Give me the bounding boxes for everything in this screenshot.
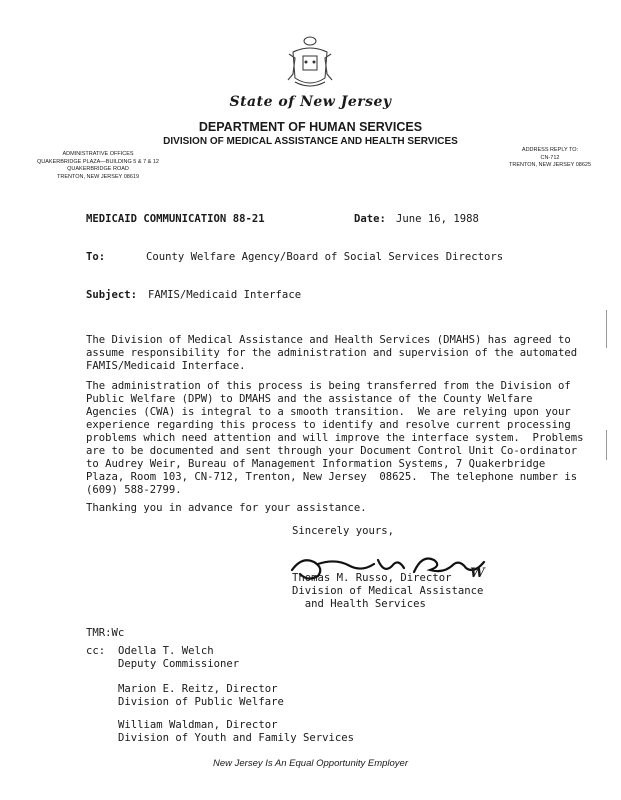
to-label: To:	[86, 251, 106, 263]
cc-recipient-1: Odella T. Welch Deputy Commissioner	[118, 645, 240, 670]
body-paragraph-1: The Division of Medical Assistance and Health Services (DMAHS) has agreed to assume responsibility for the administration and supervision of the automated FAMIS/Medicaid Interface.	[86, 334, 578, 372]
office-address	[28, 151, 168, 181]
communication-number: MEDICAID COMMUNICATION 88-21	[86, 213, 265, 225]
department-title: DEPARTMENT OF HUMAN SERVICES	[198, 120, 423, 134]
typist-initials: TMR:Wc	[86, 627, 125, 639]
office-line: QUAKERBRIDGE ROAD	[67, 166, 129, 172]
reply-line: TRENTON, NEW JERSEY 08625	[508, 162, 592, 168]
salutation: Sincerely yours,	[292, 525, 395, 537]
body-paragraph-3: Thanking you in advance for your assistance.	[86, 502, 367, 514]
state-seal-logo	[285, 34, 335, 92]
footer-eoe: New Jersey Is An Equal Opportunity Employer	[212, 758, 408, 769]
office-line: ADMINISTRATIVE OFFICES	[62, 151, 134, 157]
reply-address	[500, 147, 600, 170]
cc-label: cc:	[86, 645, 106, 657]
scan-artifact-line	[606, 430, 607, 460]
cc-recipient-3: William Waldman, Director Division of Youth and Family Services	[118, 719, 354, 744]
reply-line: CN-712	[540, 154, 560, 161]
cc-recipient-2: Marion E. Reitz, Director Division of Public Welfare	[118, 683, 284, 708]
scan-artifact-line	[606, 310, 607, 348]
to-value: County Welfare Agency/Board of Social Services Directors	[146, 251, 504, 263]
body-paragraph-2: The administration of this process is being transferred from the Division of Public Welfare (DPW) to DMAHS and the assistance of the County Welfare Agencies (CWA) is integral to a smooth transition. We are relying upon your experience regarding this process to identify and resolve current processing problems which need attention and will improve the interface system. Problems are to be documented and sent through your Document Control Unit Co-ordinator to Audrey Weir, Bureau of Management Information Systems, 7 Quakerbridge Plaza, Room 103, CN-712, Trenton, New Jersey 08625. The telephone number is (609) 588-2799.	[86, 380, 584, 496]
date-label: Date:	[354, 213, 386, 225]
subject-value: FAMIS/Medicaid Interface	[148, 289, 302, 301]
subject-label: Subject:	[86, 289, 138, 301]
office-line: TRENTON, NEW JERSEY 08619	[56, 173, 140, 180]
division-title: DIVISION OF MEDICAL ASSISTANCE AND HEALTH SERVICES	[163, 136, 458, 147]
signer-block: Thomas M. Russo, Director Division of Medical Assistance and Health Services	[292, 572, 484, 610]
reply-line: ADDRESS REPLY TO:	[521, 147, 579, 153]
date-value: June 16, 1988	[396, 213, 479, 225]
state-name: State of New Jersey	[229, 94, 392, 110]
office-line: QUAKERBRIDGE PLAZA—BUILDING 5 & 7 & 12	[37, 158, 159, 165]
handwritten-initial: W	[470, 566, 485, 581]
